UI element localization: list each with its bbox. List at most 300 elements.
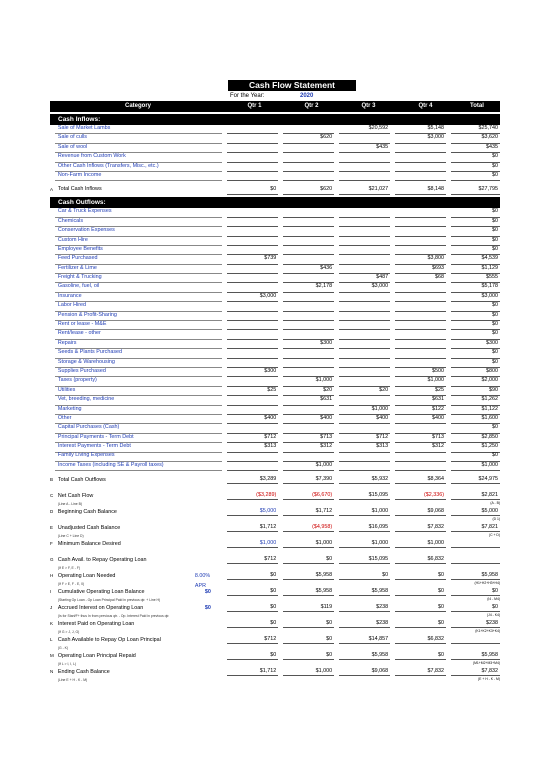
total-cell: $1,262: [451, 395, 500, 405]
q1-input-cell[interactable]: $3,000: [227, 292, 278, 302]
row-label-group: [55, 475, 222, 491]
inflows-section-header: Cash Inflows:: [50, 114, 500, 125]
q1-input-cell[interactable]: [227, 405, 278, 406]
q3-input-cell[interactable]: $20: [339, 386, 390, 396]
row-formula: (Is for Start/F+ thus In from previous qtr. - Op. Interest Paid in previous qtr.: [57, 614, 170, 619]
q3-input-cell[interactable]: [339, 348, 390, 349]
q4-cell: $9,068: [395, 507, 446, 516]
fiscal-year-value[interactable]: 2020: [300, 93, 314, 99]
q2-input-cell[interactable]: [283, 254, 334, 255]
row-label: Operating Loan Principal Repaid: [57, 653, 136, 660]
q1-input-cell[interactable]: [227, 311, 278, 312]
line-item-label: Sale of Market Lambs: [55, 124, 222, 134]
q1-cell: $3,289: [227, 475, 278, 484]
q2-input-cell[interactable]: [283, 329, 334, 330]
q1-input-cell[interactable]: [227, 171, 278, 172]
row-formula: (If E > F, E - F): [57, 566, 81, 571]
q3-input-cell[interactable]: [339, 358, 390, 359]
total-cell: $1,600: [451, 414, 500, 424]
line-item-label: Interest Payments - Term Debt: [55, 442, 222, 452]
q1-input-cell[interactable]: $25: [227, 386, 278, 396]
line-item-label: Revenue from Custom Work: [55, 152, 222, 162]
q3-input-cell[interactable]: [339, 329, 390, 330]
q2-input-cell[interactable]: [283, 358, 334, 359]
q2-cell: $1,712: [283, 507, 334, 516]
row-label: Total Cash Outflows: [57, 477, 106, 484]
total-cell: $0: [451, 217, 500, 227]
line-item-label: Capital Purchases (Cash): [55, 423, 222, 433]
fiscal-year-row: [50, 91, 500, 101]
column-header-category: Category: [124, 103, 151, 109]
total-cell: $435: [451, 143, 500, 153]
q2-input-cell[interactable]: [283, 180, 334, 181]
q2-input-cell[interactable]: [283, 162, 334, 163]
cumulative-loan-row: [50, 587, 500, 603]
row-letter: M: [50, 653, 54, 659]
total-cell: $25,740: [451, 124, 500, 134]
q2-input-cell[interactable]: [283, 301, 334, 302]
q4-cell: $0: [395, 651, 446, 660]
row-label-group: [55, 539, 222, 555]
line-item-label: Principal Payments - Term Debt: [55, 433, 222, 443]
row-note: (E + H - K - M): [478, 677, 500, 682]
row-note: (M1+M2+M3+M4): [472, 661, 500, 666]
q3-input-cell[interactable]: $3,000: [339, 282, 390, 292]
operating-loan-needed-row: [50, 571, 500, 590]
row-letter: B: [50, 477, 54, 483]
total-cell: $5,958: [451, 571, 500, 580]
q4-cell: $0: [395, 571, 446, 580]
row-label-group: [55, 635, 222, 651]
q3-input-cell[interactable]: $712: [339, 433, 390, 443]
row-label: Operating Loan Needed: [57, 573, 116, 580]
q4-input-cell[interactable]: $122: [395, 405, 446, 415]
q2-cell: $0: [283, 619, 334, 628]
q1-cell: $5,000: [227, 507, 278, 516]
row-note: (J4 - K4): [487, 613, 500, 618]
q2-cell: $620: [283, 184, 334, 195]
q3-input-cell[interactable]: [339, 171, 390, 172]
total-cell: $1,129: [451, 264, 500, 274]
interest-paid-row: [50, 619, 500, 635]
q3-input-cell[interactable]: [339, 245, 390, 246]
q4-input-cell[interactable]: [395, 152, 446, 153]
q2-cell: $5,958: [283, 587, 334, 596]
q4-input-cell[interactable]: [395, 236, 446, 237]
q4-input-cell[interactable]: $312: [395, 442, 446, 452]
row-label: Ending Cash Balance: [57, 669, 110, 676]
q1-cell: $1,712: [227, 523, 278, 532]
total-cell: $24,975: [451, 475, 500, 484]
total-cell: $5,178: [451, 282, 500, 292]
total-cell: $3,000: [451, 292, 500, 302]
q2-input-cell[interactable]: $631: [283, 395, 334, 405]
q1-input-cell[interactable]: [227, 152, 278, 153]
q4-input-cell[interactable]: [395, 301, 446, 302]
total-cell: $0: [451, 329, 500, 339]
line-item-label: Conservation Expenses: [55, 226, 222, 236]
q1-input-cell[interactable]: [227, 180, 278, 181]
q2-input-cell[interactable]: [283, 152, 334, 153]
q3-cell: $15,095: [339, 491, 390, 500]
line-item-label: Gasoline, fuel, oil: [55, 282, 222, 292]
q4-input-cell[interactable]: [395, 358, 446, 359]
total-cell: $1,000: [451, 461, 500, 471]
q3-cell: $5,958: [339, 587, 390, 596]
q3-input-cell[interactable]: [339, 376, 390, 377]
q4-cell: $8,364: [395, 475, 446, 484]
row-letter: D: [50, 509, 54, 515]
q4-cell: $0: [395, 587, 446, 596]
q2-input-cell[interactable]: [283, 311, 334, 312]
q4-cell: $7,832: [395, 523, 446, 532]
q1-cell: $0: [227, 651, 278, 660]
q2-input-cell[interactable]: $713: [283, 433, 334, 443]
row-letter: A: [50, 187, 54, 193]
total-cell: $2,821: [451, 491, 500, 500]
row-letter: F: [50, 541, 53, 547]
row-label: Cash Available to Repay Op Loan Principal: [57, 637, 161, 644]
total-inflows-row: [50, 184, 500, 195]
q4-input-cell[interactable]: $1,000: [395, 376, 446, 386]
total-cell: $0: [451, 311, 500, 321]
q2-input-cell[interactable]: $20: [283, 386, 334, 396]
q2-input-cell[interactable]: $300: [283, 339, 334, 349]
outflows-section-header: Cash Outflows:: [50, 197, 500, 208]
row-formula: (If G > J, J, G): [57, 630, 80, 635]
total-cell: $2,000: [451, 376, 500, 386]
line-item-row: [50, 462, 500, 471]
q4-input-cell[interactable]: $693: [395, 264, 446, 274]
row-note: (C + D): [488, 533, 500, 538]
line-item-label: Supplies Purchased: [55, 367, 222, 377]
q1-input-cell[interactable]: [227, 226, 278, 227]
starting-value-input[interactable]: $0: [204, 589, 211, 596]
row-formula: (If L > I, I, L): [57, 662, 77, 667]
total-cell: $0: [451, 301, 500, 311]
line-item-label: Seeds & Plants Purchased: [55, 348, 222, 358]
line-item-label: Pension & Profit-Sharing: [55, 311, 222, 321]
q4-cell: $6,832: [395, 635, 446, 644]
total-cell: $0: [451, 603, 500, 612]
q4-input-cell[interactable]: [395, 348, 446, 349]
q2-input-cell[interactable]: $1,000: [283, 461, 334, 471]
total-cell: $0: [451, 236, 500, 246]
row-label-group: [55, 603, 222, 619]
total-cell: $1,250: [451, 442, 500, 452]
q2-input-cell[interactable]: $1,000: [283, 376, 334, 386]
q2-input-cell[interactable]: $400: [283, 414, 334, 424]
q4-input-cell[interactable]: [395, 461, 446, 462]
q1-input-cell[interactable]: [227, 245, 278, 246]
total-cell: [451, 539, 500, 548]
q4-input-cell[interactable]: $3,800: [395, 254, 446, 264]
q1-cell: $0: [227, 571, 278, 580]
row-label-group: [55, 555, 222, 571]
q1-cell: ($3,289): [227, 491, 278, 500]
row-letter: N: [50, 669, 54, 675]
line-item-label: Non-Farm Income: [55, 171, 222, 181]
cash-available-principal-row: [50, 635, 500, 651]
q1-input-cell[interactable]: [227, 133, 278, 134]
q1-input-cell[interactable]: [227, 320, 278, 321]
q1-input-cell[interactable]: [227, 470, 278, 471]
q4-cell: ($2,336): [395, 491, 446, 500]
q2-input-cell[interactable]: [283, 245, 334, 246]
q3-cell: $0: [339, 571, 390, 580]
ending-balance-row: [50, 667, 500, 683]
total-cell: $5,958: [451, 651, 500, 660]
q3-input-cell[interactable]: [339, 311, 390, 312]
q2-input-cell[interactable]: [283, 217, 334, 218]
row-formula: (If F > E, F - E, 0): [57, 582, 85, 587]
inflows-list: [50, 125, 500, 181]
q1-input-cell[interactable]: [227, 461, 278, 462]
accrued-interest-row: [50, 603, 500, 619]
row-label: Net Cash Flow: [57, 493, 94, 500]
total-cell: [451, 555, 500, 564]
q4-input-cell[interactable]: $500: [395, 367, 446, 377]
q4-input-cell[interactable]: [395, 180, 446, 181]
q3-input-cell[interactable]: [339, 217, 390, 218]
total-cell: $90: [451, 386, 500, 396]
line-item-label: Sale of wool: [55, 143, 222, 153]
q4-input-cell[interactable]: $68: [395, 273, 446, 283]
row-label: Beginning Cash Balance: [57, 509, 117, 516]
q1-cell: $0: [227, 603, 278, 612]
q1-cell: $0: [227, 619, 278, 628]
q1-input-cell[interactable]: [227, 143, 278, 144]
q4-input-cell[interactable]: $631: [395, 395, 446, 405]
sheet-title: Cash Flow Statement: [228, 80, 356, 91]
q2-cell: $1,000: [283, 539, 334, 548]
row-label-group: [55, 571, 222, 590]
q4-input-cell[interactable]: [395, 320, 446, 321]
row-label-group: [55, 587, 222, 603]
q3-input-cell[interactable]: $20,592: [339, 124, 390, 134]
q3-input-cell[interactable]: $435: [339, 143, 390, 153]
q2-input-cell[interactable]: [283, 171, 334, 172]
apr-input[interactable]: 8.00% APR: [194, 573, 211, 590]
line-item-label: Storage & Warehousing: [55, 358, 222, 368]
q3-input-cell[interactable]: [339, 461, 390, 462]
q1-input-cell[interactable]: [227, 282, 278, 283]
q3-input-cell[interactable]: $400: [339, 414, 390, 424]
cash-available-row: [50, 555, 500, 571]
q2-input-cell[interactable]: [283, 320, 334, 321]
q2-cell: ($4,958): [283, 523, 334, 532]
q4-input-cell[interactable]: [395, 470, 446, 471]
q3-input-cell[interactable]: [339, 470, 390, 471]
q3-cell: $238: [339, 603, 390, 612]
q3-input-cell[interactable]: [339, 320, 390, 321]
column-header-total: Total: [470, 103, 484, 109]
q4-cell: $0: [395, 603, 446, 612]
q3-input-cell[interactable]: [339, 367, 390, 368]
q3-input-cell[interactable]: [339, 226, 390, 227]
row-label: Unadjusted Cash Balance: [57, 525, 121, 532]
row-letter: J: [50, 605, 53, 611]
total-cell: $0: [451, 207, 500, 217]
q4-input-cell[interactable]: $25: [395, 386, 446, 396]
total-cell: $0: [451, 348, 500, 358]
total-cell: $0: [451, 423, 500, 433]
unadjusted-balance-row: [50, 523, 500, 539]
outflows-list: [50, 208, 500, 471]
q2-cell: $0: [283, 635, 334, 644]
q4-input-cell[interactable]: [395, 245, 446, 246]
row-letter: E: [50, 525, 54, 531]
q1-input-cell[interactable]: [227, 162, 278, 163]
q1-input-cell[interactable]: [227, 348, 278, 349]
q2-input-cell[interactable]: $312: [283, 442, 334, 452]
row-label: Minimum Balance Desired: [57, 541, 121, 548]
q4-input-cell[interactable]: [395, 339, 446, 340]
line-item-label: Other: [55, 414, 222, 424]
q2-input-cell[interactable]: $436: [283, 264, 334, 274]
q3-input-cell[interactable]: [339, 264, 390, 265]
q1-input-cell[interactable]: [227, 217, 278, 218]
q1-input-cell[interactable]: [227, 273, 278, 274]
line-item-label: Rent or lease - M&E: [55, 320, 222, 330]
q4-input-cell[interactable]: [395, 162, 446, 163]
total-cell: $5,000: [451, 507, 500, 516]
line-item-label: Family Living Expenses: [55, 451, 222, 461]
row-note: (H1+H2+H3+H4): [474, 581, 500, 586]
line-item-label: Marketing: [55, 405, 222, 415]
q2-input-cell[interactable]: [283, 226, 334, 227]
column-header-q2: Qtr 2: [304, 103, 319, 109]
starting-value-input[interactable]: $0: [204, 605, 211, 612]
row-letter: L: [50, 637, 53, 643]
row-label: Interest Paid on Operating Loan: [57, 621, 135, 628]
q1-input-cell[interactable]: $300: [227, 367, 278, 377]
q1-cell: $712: [227, 555, 278, 564]
q1-input-cell[interactable]: $739: [227, 254, 278, 264]
q1-input-cell[interactable]: $712: [227, 433, 278, 443]
q1-input-cell[interactable]: $400: [227, 414, 278, 424]
q4-input-cell[interactable]: [395, 329, 446, 330]
q1-input-cell[interactable]: [227, 358, 278, 359]
row-formula: (G - K): [57, 646, 69, 651]
q2-input-cell[interactable]: [283, 236, 334, 237]
row-label-group: [55, 667, 222, 683]
total-cell: $7,832: [451, 667, 500, 676]
total-cell: $0: [451, 320, 500, 330]
line-item-label: Sale of culls: [55, 133, 222, 143]
q4-cell: $7,832: [395, 667, 446, 676]
row-note: (K1+K2+K3+K4): [475, 629, 500, 634]
q2-cell: ($6,670): [283, 491, 334, 500]
q3-input-cell[interactable]: $1,000: [339, 405, 390, 415]
line-item-label: Feed Purchased: [55, 254, 222, 264]
q3-cell: $14,857: [339, 635, 390, 644]
q3-input-cell[interactable]: $313: [339, 442, 390, 452]
total-cell: $0: [451, 358, 500, 368]
q1-input-cell[interactable]: [227, 339, 278, 340]
total-cell: $2,850: [451, 433, 500, 443]
q3-input-cell[interactable]: [339, 339, 390, 340]
row-note: (I4 - M4): [487, 597, 500, 602]
q2-cell: $0: [283, 555, 334, 564]
q2-input-cell[interactable]: $620: [283, 133, 334, 143]
total-cell: [451, 635, 500, 644]
q4-input-cell[interactable]: $713: [395, 433, 446, 443]
q4-input-cell[interactable]: [395, 292, 446, 293]
summary-section: [50, 475, 500, 683]
row-formula: (Starting Op Loan - Op Loan Principal Paid in previous qtr. + Line H): [57, 598, 161, 603]
total-cell: $0: [451, 245, 500, 255]
q1-cell: $0: [227, 587, 278, 596]
q4-input-cell[interactable]: [395, 311, 446, 312]
q3-cell: $238: [339, 619, 390, 628]
q2-cell: $7,390: [283, 475, 334, 484]
line-item-label: Labor Hired: [55, 301, 222, 311]
q4-input-cell[interactable]: $3,000: [395, 133, 446, 143]
q4-input-cell[interactable]: $400: [395, 414, 446, 424]
total-cell: $0: [451, 451, 500, 461]
q3-input-cell[interactable]: [339, 236, 390, 237]
line-item-label: Insurance: [55, 292, 222, 302]
q2-input-cell[interactable]: [283, 367, 334, 368]
row-formula: (Line C + Line D): [57, 534, 84, 539]
row-note: (D 1): [492, 517, 500, 522]
row-letter: H: [50, 573, 54, 579]
q4-cell: $1,000: [395, 539, 446, 548]
q4-input-cell[interactable]: [395, 217, 446, 218]
total-cell: $800: [451, 367, 500, 377]
q1-input-cell[interactable]: [227, 329, 278, 330]
q3-input-cell[interactable]: $487: [339, 273, 390, 283]
q3-input-cell[interactable]: [339, 180, 390, 181]
total-outflows-row: [50, 475, 500, 491]
q2-cell: $1,000: [283, 667, 334, 676]
q3-input-cell[interactable]: [339, 301, 390, 302]
principal-repaid-row: [50, 651, 500, 667]
line-item-label: Vet, breeding, medicine: [55, 395, 222, 405]
row-label: Total Cash Inflows: [57, 186, 102, 193]
row-letter: K: [50, 621, 54, 627]
q1-cell: $1,712: [227, 667, 278, 676]
line-item-label: Fertilizer & Lime: [55, 264, 222, 274]
q3-cell: $1,000: [339, 539, 390, 548]
row-label-group: [55, 619, 222, 635]
q4-cell: $8,148: [395, 184, 446, 195]
q1-input-cell[interactable]: $313: [227, 442, 278, 452]
q4-input-cell[interactable]: $5,148: [395, 124, 446, 134]
beginning-balance-row: [50, 507, 500, 523]
q2-cell: $119: [283, 603, 334, 612]
line-item-label: Custom Hire: [55, 236, 222, 246]
q2-input-cell[interactable]: $2,178: [283, 282, 334, 292]
total-cell: $0: [451, 152, 500, 162]
line-item-label: Other Cash Inflows (Transfers, Misc., etc.): [55, 162, 222, 172]
row-formula: (Line E + H - K - M): [57, 678, 88, 683]
q4-input-cell[interactable]: [395, 226, 446, 227]
q4-input-cell[interactable]: [395, 171, 446, 172]
row-letter: C: [50, 493, 54, 499]
net-cash-flow-row: [50, 491, 500, 507]
line-item-label: Utilities: [55, 386, 222, 396]
q1-cell: $1,000: [227, 539, 278, 548]
total-cell: $0: [451, 226, 500, 236]
q3-cell: $15,095: [339, 555, 390, 564]
q3-input-cell[interactable]: [339, 162, 390, 163]
q3-cell: $1,000: [339, 507, 390, 516]
row-letter: I: [50, 589, 52, 595]
q3-input-cell[interactable]: [339, 254, 390, 255]
q1-input-cell[interactable]: [227, 236, 278, 237]
